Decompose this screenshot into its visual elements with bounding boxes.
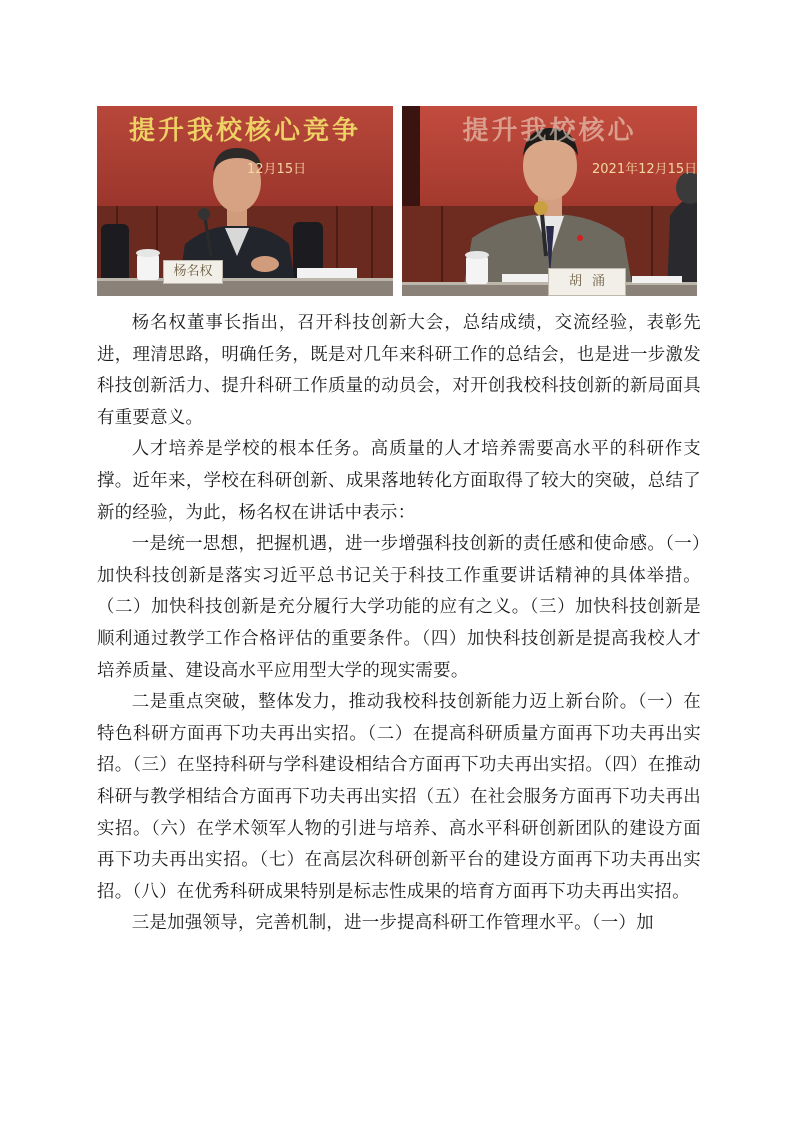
paragraph-2: 人才培养是学校的根本任务。高质量的人才培养需要高水平的科研作支撑。近年来，学校在科研创新、成果落地转化方面取得了较大的突破，总结了新的经验，为此，杨名权在讲话中表示： [97,439,701,523]
paragraph-1: 杨名权董事长指出，召开科技创新大会，总结成绩，交流经验，表彰先进，理清思路，明确任务，既是对几年来科研工作的总结会，也是进一步激发科技创新活力、提升科研工作质量的动员会，对开创我校科技创新的新局面具有重要意义。 [97,313,701,428]
photo-speaker-right [402,106,697,296]
paragraph-3: 一是统一思想，把握机遇，进一步增强科技创新的责任感和使命感。（一）加快科技创新是落实习近平总书记关于科技工作重要讲话精神的具体举措。（二）加快科技创新是充分履行大学功能的应有之义。（三）加快科技创新是顺利通过教学工作合格评估的重要条件。（四）加快科技创新是提高我校人才培养质量、建设高水平应用型大学的现实需要。 [97,534,701,681]
photo-row [97,106,697,296]
banner-date: 2021年12月15日 [592,162,697,177]
article-body [97,308,701,940]
paragraph-4: 二是重点突破，整体发力，推动我校科技创新能力迈上新台阶。（一）在特色科研方面再下功夫再出实招。（二）在提高科研质量方面再下功夫再出实招。（三）在坚持科研与学科建设相结合方面再下功夫再出实招。（四）在推动科研与教学相结合方面再下功夫再出实招（五）在社会服务方面再下功夫再出实招。（六）在学术领军人物的引进与培养、高水平科研创新团队的建设方面再下功夫再出实招。（七）在高层次科研创新平台的建设方面再下功夫再出实招。（八）在优秀科研成果特别是标志性成果的培育方面再下功夫再出实招。 [97,692,701,902]
photo-speaker-left [97,106,393,296]
nameplate: 杨名权 [163,260,223,284]
banner-slogan: 提升我校核心竞争 [128,116,361,146]
banner-date: 12月15日 [247,162,307,177]
banner-slogan: 提升我校核心 [462,116,637,146]
paragraph-5: 三是加强领导，完善机制，进一步提高科研工作管理水平。（一）加 [131,913,654,934]
nameplate: 胡涌 [548,268,626,296]
